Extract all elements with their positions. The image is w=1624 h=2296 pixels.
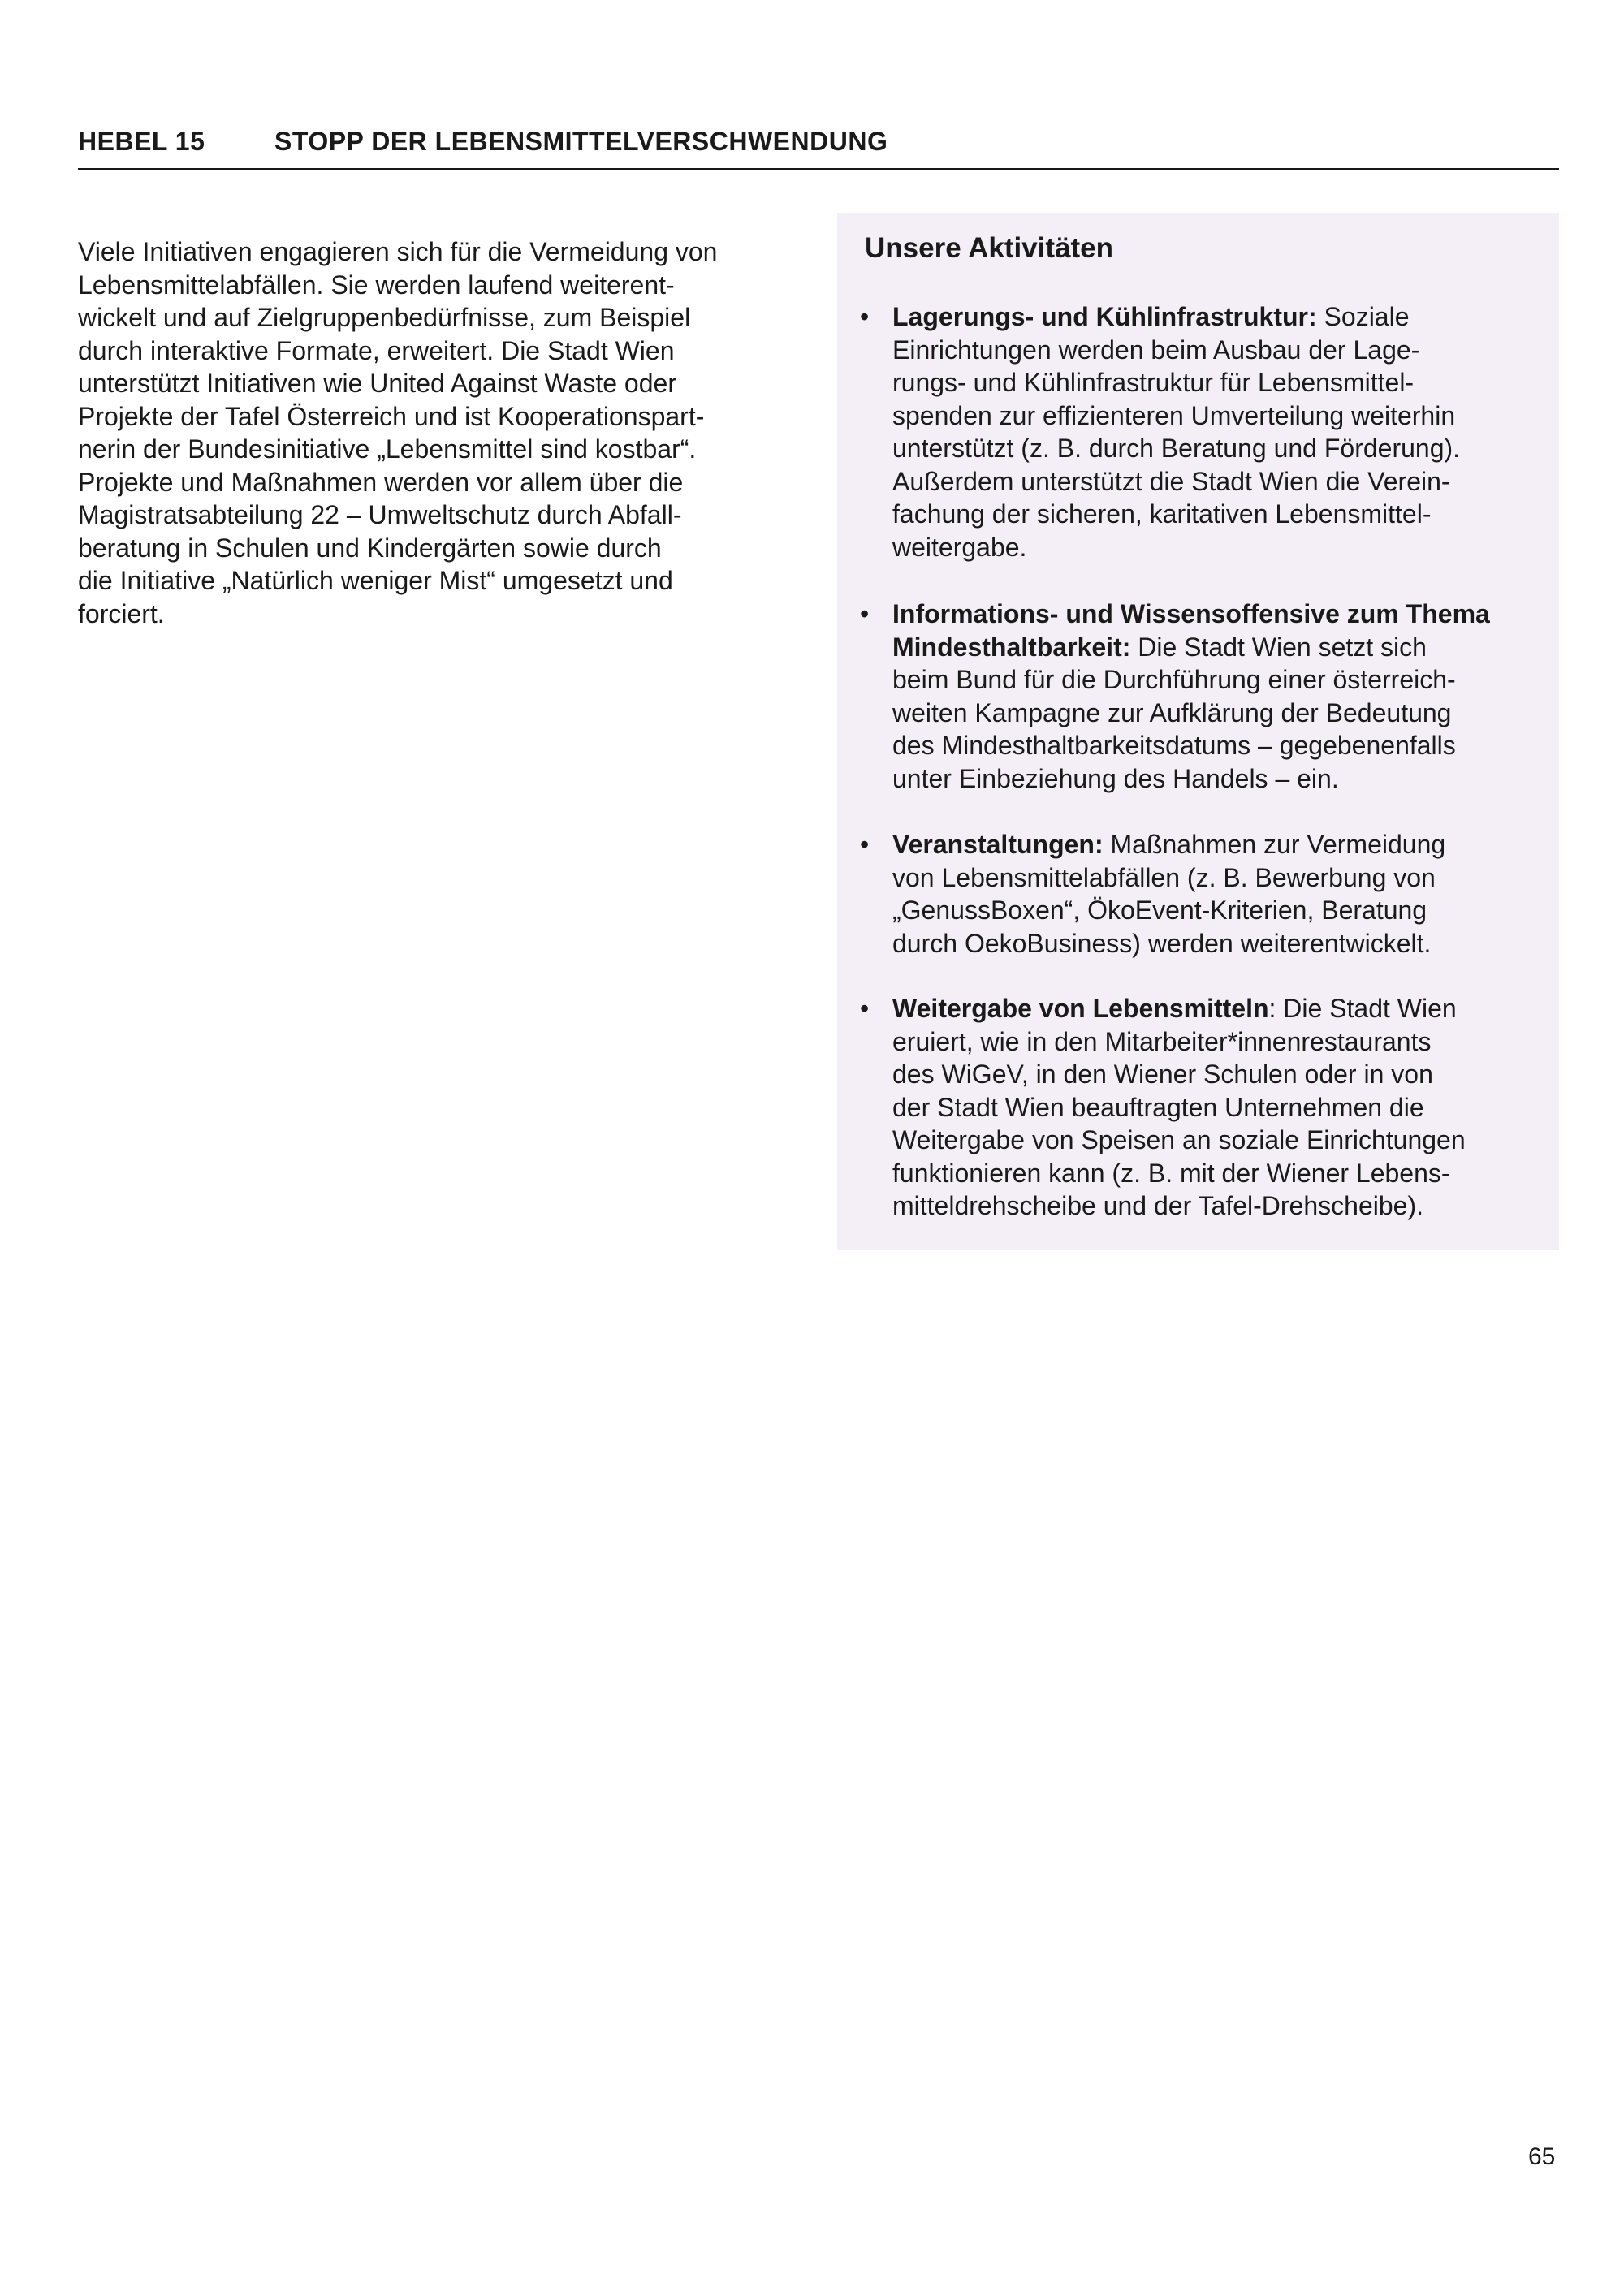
activity-body-text: der Stadt Wien beauftragten Unternehmen die [892, 1092, 1424, 1122]
activity-line [892, 697, 1490, 730]
activity-line [892, 729, 1490, 762]
intro-line: beratung in Schulen und Kindergärten sowie durch [78, 533, 662, 563]
activity-line [892, 399, 1460, 433]
activity-lead-in: Informations- und Wissensoffensive zum Thema [892, 599, 1490, 628]
activity-body-text: spenden zur effizienteren Umverteilung weiterhin [892, 400, 1456, 430]
activities-heading: Unsere Aktivitäten [865, 232, 1114, 264]
activity-line [892, 894, 1445, 927]
activity-body-text: Weitergabe von Speisen an soziale Einrichtungen [892, 1125, 1466, 1154]
activity-body-text: weiten Kampagne zur Aufklärung der Bedeutung [892, 697, 1452, 727]
activity-line [892, 465, 1460, 498]
bullet-icon: • [860, 599, 870, 628]
activity-body-text: fachung der sicheren, karitativen Lebensmittel- [892, 499, 1432, 529]
activity-body-text: durch OekoBusiness) werden weiterentwickelt. [892, 928, 1432, 958]
activity-line [892, 1025, 1466, 1059]
section-title: STOPP DER LEBENSMITTELVERSCHWENDUNG [274, 127, 888, 156]
activity-body-text: rungs- und Kühlinfrastruktur für Lebensmittel- [892, 368, 1415, 397]
activity-body-text: weitergabe. [892, 532, 1027, 562]
activity-body-text: Maßnahmen zur Vermeidung [1103, 830, 1446, 859]
intro-line: die Initiative „Natürlich weniger Mist“ umgesetzt und [78, 566, 673, 595]
activities-box [837, 213, 1559, 1250]
activity-line [892, 631, 1490, 664]
page-header [78, 123, 1559, 170]
activity-line [892, 1091, 1466, 1124]
activity-body-text: Außerdem unterstützt die Stadt Wien die Verein- [892, 466, 1450, 496]
activity-line [892, 531, 1460, 564]
activity-lead-in: Mindesthaltbarkeit: [892, 632, 1131, 662]
activity-line [892, 432, 1460, 465]
activity-body-text: von Lebensmittelabfällen (z. B. Bewerbung von [892, 862, 1436, 892]
bullet-icon: • [860, 830, 870, 859]
activity-text [892, 828, 1445, 960]
activity-body-text: des Mindesthaltbarkeitsdatums – gegebenenfalls [892, 731, 1456, 760]
activity-line [892, 498, 1460, 531]
intro-line: durch interaktive Formate, erweitert. Die Stadt Wien [78, 335, 675, 365]
activity-line [892, 1189, 1466, 1223]
activity-body-text: : Die Stadt Wien [1268, 994, 1457, 1023]
section-number: HEBEL 15 [78, 127, 205, 156]
activity-line [892, 861, 1445, 895]
bullet-icon: • [860, 302, 870, 331]
activity-body-text: beim Bund für die Durchführung einer österreich- [892, 665, 1456, 694]
activity-text [892, 300, 1460, 563]
activity-body-text: unterstützt (z. B. durch Beratung und Förderung). [892, 434, 1461, 463]
intro-line: Lebensmittelabfällen. Sie werden laufend weiterent- [78, 270, 675, 300]
intro-line: unterstützt Initiativen wie United Against Waste oder [78, 369, 676, 398]
intro-line: nerin der Bundesinitiative „Lebensmittel sind kostbar“. [78, 434, 697, 464]
intro-line: wickelt und auf Zielgruppenbedürfnisse, zum Beispiel [78, 303, 691, 332]
activity-body-text: Die Stadt Wien setzt sich [1130, 632, 1427, 662]
activity-line [892, 598, 1490, 631]
intro-line: Viele Initiativen engagieren sich für die Vermeidung von [78, 237, 718, 266]
activity-line [892, 366, 1460, 399]
activity-text [892, 598, 1490, 795]
intro-paragraph [78, 235, 793, 630]
bullet-icon: • [860, 994, 870, 1023]
activity-line [892, 334, 1460, 367]
activity-body-text: unter Einbeziehung des Handels – ein. [892, 763, 1339, 793]
activity-line [892, 1058, 1466, 1091]
activity-body-text: eruiert, wie in den Mitarbeiter*innenrestaurants [892, 1026, 1432, 1056]
intro-line: forciert. [78, 598, 165, 628]
activity-lead-in: Veranstaltungen: [892, 830, 1104, 859]
page-number: 65 [1528, 2143, 1556, 2170]
activity-line [892, 1124, 1466, 1157]
activity-body-text: mitteldrehscheibe und der Tafel-Drehscheibe). [892, 1191, 1423, 1220]
activity-line [892, 927, 1445, 960]
intro-line: Magistratsabteilung 22 – Umweltschutz durch Abfall- [78, 500, 682, 529]
intro-line: Projekte und Maßnahmen werden vor allem über die [78, 467, 684, 497]
activity-line [892, 828, 1445, 861]
activity-text [892, 992, 1466, 1223]
activity-line [892, 762, 1490, 796]
activity-line [892, 1157, 1466, 1190]
activity-body-text: funktionieren kann (z. B. mit der Wiener Lebens- [892, 1158, 1450, 1188]
activity-line [892, 663, 1490, 697]
activity-line [892, 300, 1460, 334]
activity-body-text: des WiGeV, in den Wiener Schulen oder in von [892, 1060, 1433, 1089]
activity-line [892, 992, 1466, 1025]
activity-body-text: Soziale [1316, 302, 1410, 331]
activity-lead-in: Weitergabe von Lebensmitteln [892, 994, 1269, 1023]
activity-lead-in: Lagerungs- und Kühlinfrastruktur: [892, 302, 1317, 331]
intro-line: Projekte der Tafel Österreich und ist Kooperationspart- [78, 401, 705, 431]
activity-body-text: Einrichtungen werden beim Ausbau der Lage- [892, 334, 1420, 365]
activity-body-text: „GenussBoxen“, ÖkoEvent-Kriterien, Beratung [892, 896, 1427, 925]
